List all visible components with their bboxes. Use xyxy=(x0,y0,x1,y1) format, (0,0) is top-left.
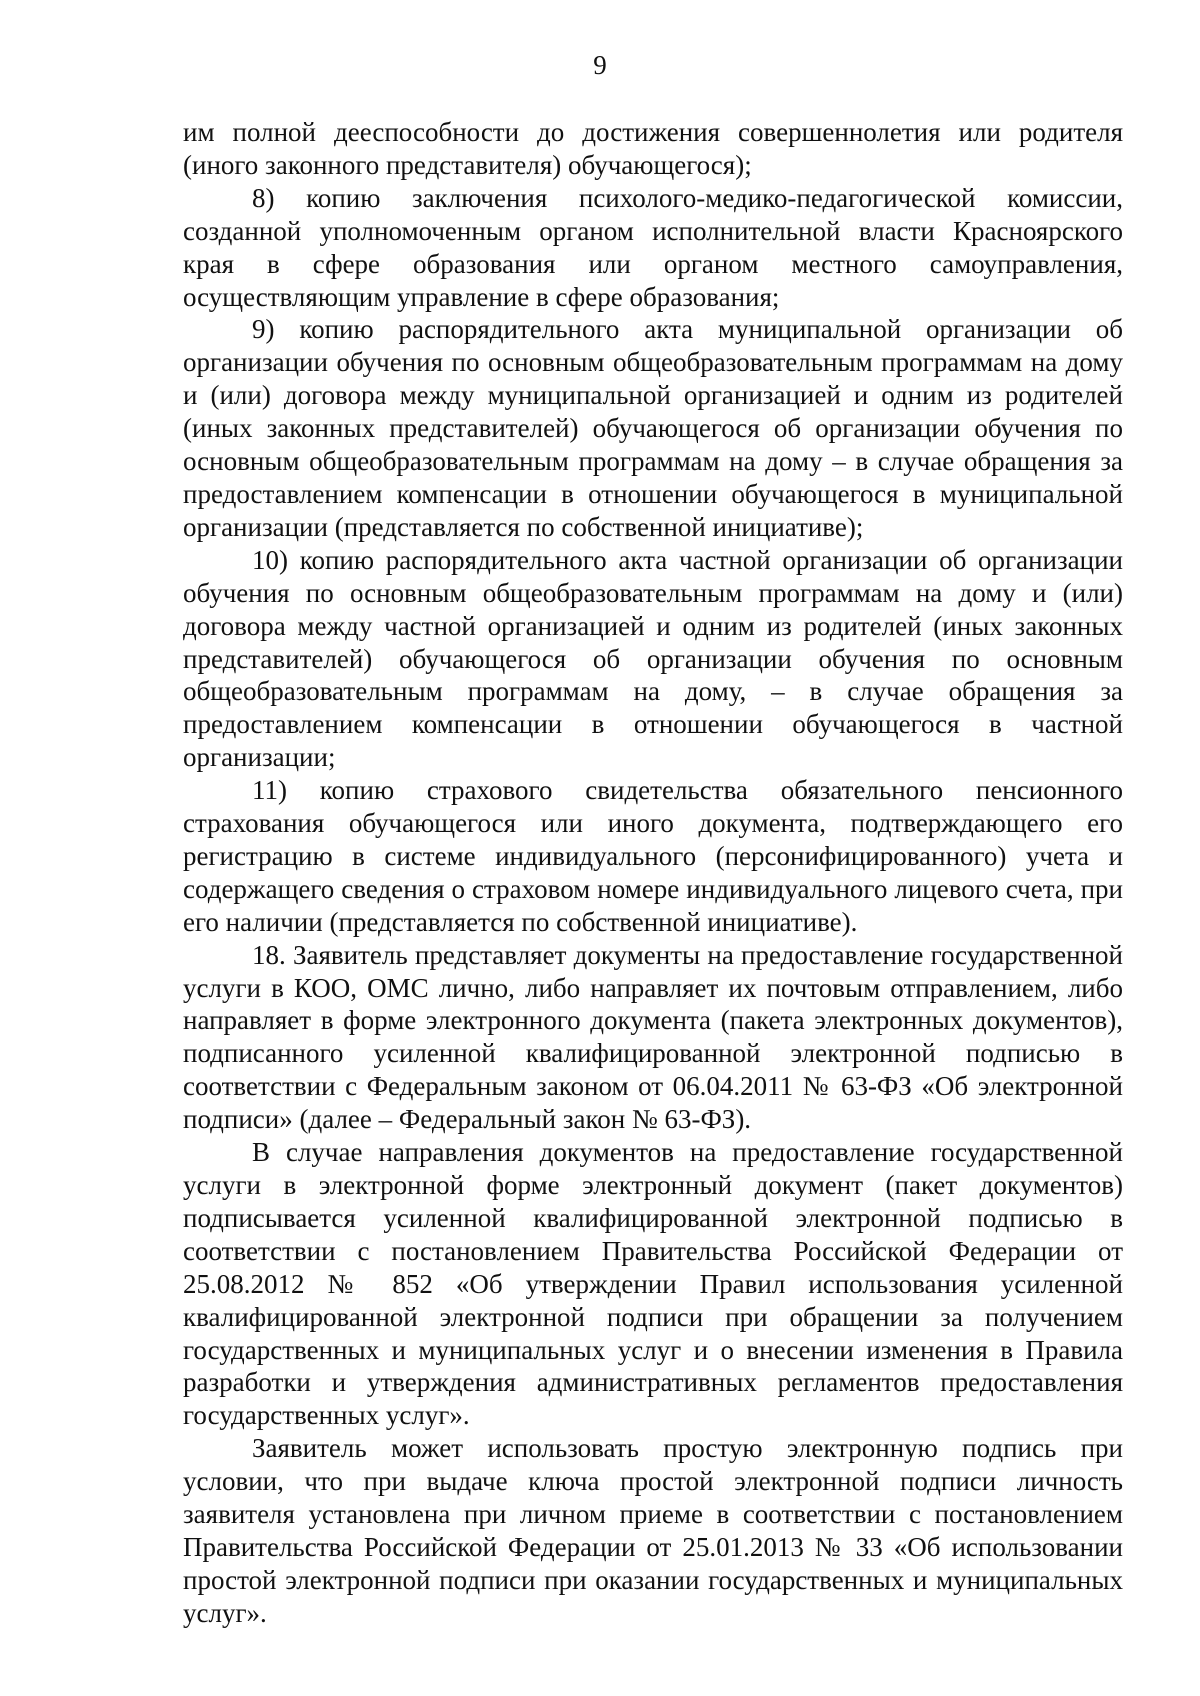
paragraph-continuation: им полной дееспособности до достижения совершеннолетия или родителя (иного законного представителя) обучающегося); xyxy=(183,117,1123,180)
document-body xyxy=(183,116,1123,1630)
paragraph-clause-18: 18. Заявитель представляет документы на предоставление государственной услуги в КОО, ОМС лично, либо направляет их почтовым отправлением, либо направляет в форме электронного документа (пакета электронных документов), подписанного усиленной квалифицированной электронной подписью в соответствии с Федеральным законом от 06.04.2011 № 63-ФЗ «Об электронной подписи» (далее – Федеральный закон № 63-ФЗ). xyxy=(183,939,1123,1135)
paragraph-item-11: 11) копию страхового свидетельства обязательного пенсионного страхования обучающегося или иного документа, подтверждающего его регистрацию в системе индивидуального (персонифицированного) учета и содержащего сведения о страховом номере индивидуального лицевого счета, при его наличии (представляется по собственной инициативе). xyxy=(183,775,1123,937)
page-number: 9 xyxy=(593,50,607,80)
paragraph-item-9: 9) копию распорядительного акта муниципальной организации об организации обучения по основным общеобразовательным программам на дому и (или) договора между муниципальной организацией и одним из родителей (иных законных представителей) обучающегося об организации обучения по основным общеобразовательным программам на дому – в случае обращения за предоставлением компенсации в отношении обучающегося в муниципальной организации (представляется по собственной инициативе); xyxy=(183,314,1123,542)
paragraph-item-10: 10) копию распорядительного акта частной организации об организации обучения по основным общеобразовательным программам на дому и (или) договора между частной организацией и одним из родителей (иных законных представителей) обучающегося об организации обучения по основным общеобразовательным программам на дому, – в случае обращения за предоставлением компенсации в отношении обучающегося в частной организации; xyxy=(183,544,1123,773)
paragraph-simple-signature: Заявитель может использовать простую электронную подпись при условии, что при выдаче ключа простой электронной подписи личность заявителя установлена при личном приеме в соответствии с постановлением Правительства Российской Федерации от 25.01.2013 № 33 «Об использовании простой электронной подписи при оказании государственных и муниципальных услуг». xyxy=(183,1433,1123,1628)
paragraph-electronic-form: В случае направления документов на предоставление государственной услуги в электронной форме электронный документ (пакет документов) подписывается усиленной квалифицированной электронной подписью в соответствии с постановлением Правительства Российской Федерации от 25.08.2012 № 852 «Об утверждении Правил использования усиленной квалифицированной электронной подписи при обращении за получением государственных и муниципальных услуг и о внесении изменения в Правила разработки и утверждения административных регламентов предоставления государственных услуг». xyxy=(183,1137,1123,1431)
paragraph-item-8: 8) копию заключения психолого-медико-педагогической комиссии, созданной уполномоченным органом исполнительной власти Красноярского края в сфере образования или органом местного самоуправления, осуществляющим управление в сфере образования; xyxy=(183,182,1123,312)
